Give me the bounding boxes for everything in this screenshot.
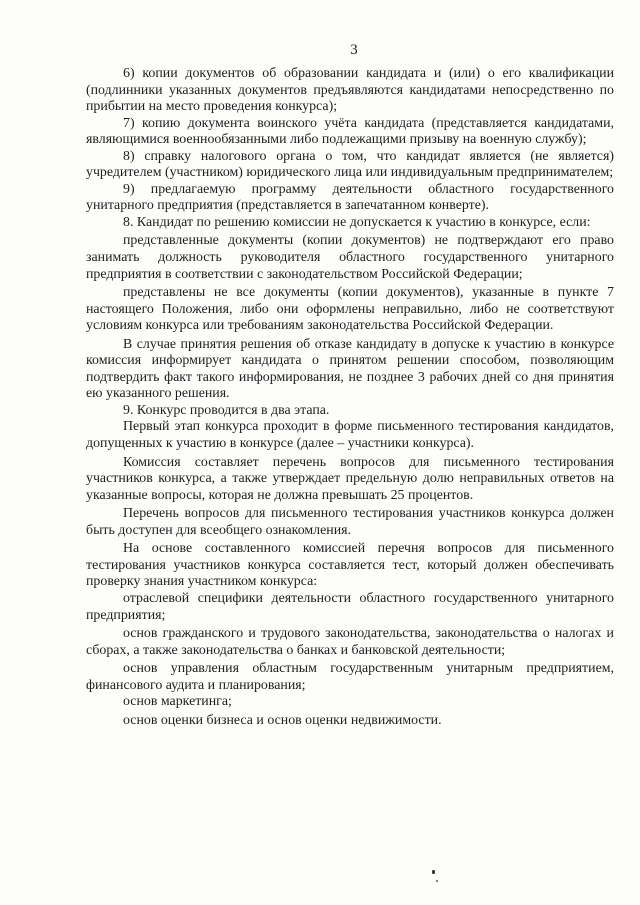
rejection-reason-1: представленные документы (копии документов) не подтверждают его право занимать должность руководителя областного государственного унитарного предприятия в соответствии с законодательством Российской Федерации; (86, 233, 614, 282)
list-item-7: 7) копию документа воинского учёта кандидата (представляется кандидатами, являющимися военнообязанными либо подлежащими призыву на военную службу); (86, 115, 614, 148)
document-body (86, 66, 614, 729)
knowledge-item-1: отраслевой специфики деятельности областного государственного унитарного предприятия; (86, 590, 614, 623)
page-number: 3 (350, 42, 358, 58)
question-list-availability: Перечень вопросов для письменного тестирования участников конкурса должен быть доступен для всеобщего ознакомления. (86, 506, 614, 538)
knowledge-item-5: основ оценки бизнеса и основ оценки недвижимости. (123, 712, 442, 728)
knowledge-item-3: основ управления областным государственным унитарным предприятием, финансового аудита и планирования; (86, 661, 614, 693)
knowledge-item-4: основ маркетинга; (123, 694, 232, 710)
clause-8-intro: 8. Кандидат по решению комиссии не допускается к участию в конкурсе, если: (123, 214, 591, 230)
question-list-paragraph: Комиссия составляет перечень вопросов для письменного тестирования участников конкурса, а также утверждает предельную долю неправильных ответов на указанные вопросы, которая не должна превышать 25 процентов. (86, 454, 614, 503)
rejection-reason-2: представлены не все документы (копии документов), указанные в пункте 7 настоящего Положения, либо они оформлены неправильно, либо не соответствуют условиям конкурса или требованиям законодательства Российской Федерации. (86, 285, 614, 334)
test-composition-paragraph: На основе составленного комиссией перечня вопросов для письменного тестирования участников конкурса составляется тест, который должен обеспечивать проверку знания участником конкурса: (86, 541, 614, 590)
list-item-8: 8) справку налогового органа о том, что кандидат является (не является) учредителем (участником) юридического лица или индивидуальным предпринимателем; (86, 148, 614, 181)
knowledge-item-2: основ гражданского и трудового законодательства, законодательства о налогах и сборах, а также законодательства о банках и банковской деятельности; (86, 626, 614, 658)
scan-artifact-dot (436, 880, 438, 882)
first-stage-paragraph: Первый этап конкурса проходит в форме письменного тестирования кандидатов, допущенных к участию в конкурсе (далее – участники конкурса). (86, 419, 614, 452)
clause-9-heading: 9. Конкурс проводится в два этапа. (123, 402, 330, 418)
list-item-9: 9) предлагаемую программу деятельности областного государственного унитарного предприятия (представляется в запечатанном конверте). (86, 181, 614, 214)
list-item-6: 6) копии документов об образовании кандидата и (или) о его квалификации (подлинники указанных документов предъявляются кандидатами непосредственно по прибытии на место проведения конкурса); (86, 66, 614, 115)
refusal-notification: В случае принятия решения об отказе кандидату в допуске к участию в конкурсе комиссия информирует кандидата о принятом решении способом, позволяющим подтвердить факт такого информирования, не позднее 3 рабочих дней со дня принятия ею указанного решения. (86, 336, 614, 402)
scan-artifact-mark (432, 870, 435, 874)
